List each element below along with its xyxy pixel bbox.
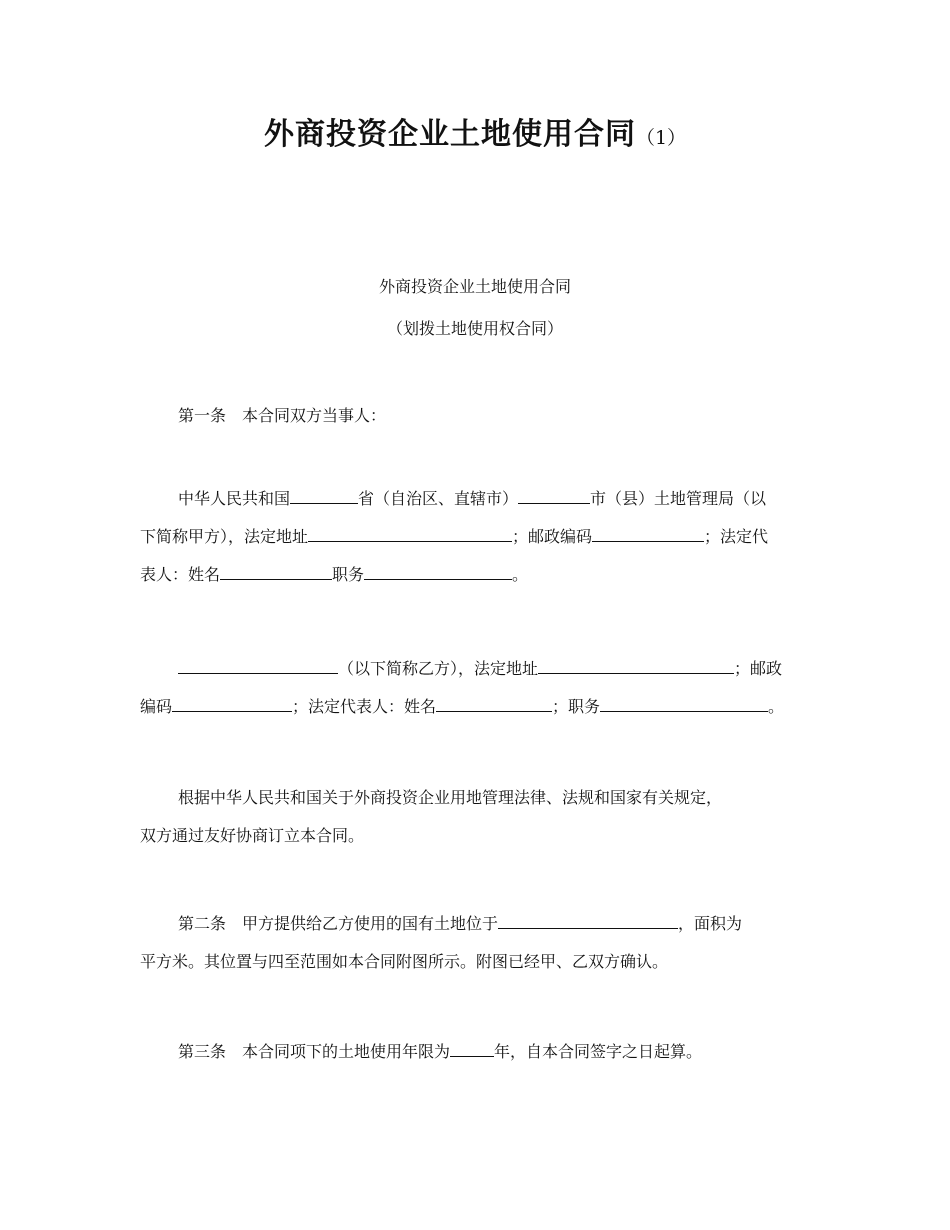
- basis-line-1: 根据中华人民共和国关于外商投资企业用地管理法律、法规和国家有关规定，: [178, 788, 723, 807]
- party-b-address-blank: [538, 659, 734, 674]
- party-b-postcode-blank: [172, 697, 292, 712]
- party-b-position-blank: [600, 697, 768, 712]
- party-b-name-blank: [178, 659, 338, 674]
- address-blank: [308, 527, 512, 542]
- basis-line-2: 双方通过友好协商订立本合同。: [140, 826, 365, 845]
- term-years-blank: [450, 1042, 494, 1057]
- province-blank: [290, 489, 358, 504]
- article-3-line: 第三条 本合同项下的土地使用年限为 年，自本合同签字之日起算。: [178, 1042, 703, 1061]
- party-a-line-3: 表人：姓名 职务 。: [140, 565, 529, 584]
- position-blank: [364, 565, 512, 580]
- city-blank: [518, 489, 590, 504]
- document-title: [0, 113, 950, 160]
- name-blank: [220, 565, 332, 580]
- article-2-line-2: 平方米。其位置与四至范围如本合同附图所示。附图已经甲、乙双方确认。: [140, 952, 669, 971]
- title-text: 外商投资企业土地使用合同: [263, 117, 636, 152]
- postcode-blank: [592, 527, 704, 542]
- party-b-line-2: 编码 ；法定代表人：姓名 ；职务 。: [140, 697, 785, 716]
- article-2-line-1: 第二条 甲方提供给乙方使用的国有土地位于 ，面积为: [178, 914, 743, 933]
- party-b-paragraph: [140, 650, 812, 726]
- party-b-rep-name-blank: [436, 697, 552, 712]
- party-a-line-1: 中华人民共和国 省（自治区、直辖市） 市（县）土地管理局（以: [178, 489, 767, 508]
- contract-type-note: （划拨土地使用权合同）: [386, 319, 563, 338]
- contract-subtitle: 外商投资企业土地使用合同: [378, 277, 571, 296]
- basis-paragraph: [140, 779, 812, 855]
- party-a-line-2: 下简称甲方），法定地址 ；邮政编码 ；法定代: [140, 527, 769, 546]
- party-a-paragraph: [140, 480, 812, 594]
- article-1-heading: 第一条 本合同双方当事人：: [178, 406, 387, 425]
- land-location-blank: [498, 914, 678, 929]
- article-2: [140, 905, 812, 981]
- title-suffix: （1）: [635, 127, 687, 149]
- article-3: [140, 1033, 812, 1071]
- party-b-line-1: （以下简称乙方），法定地址 ；邮政: [140, 650, 812, 688]
